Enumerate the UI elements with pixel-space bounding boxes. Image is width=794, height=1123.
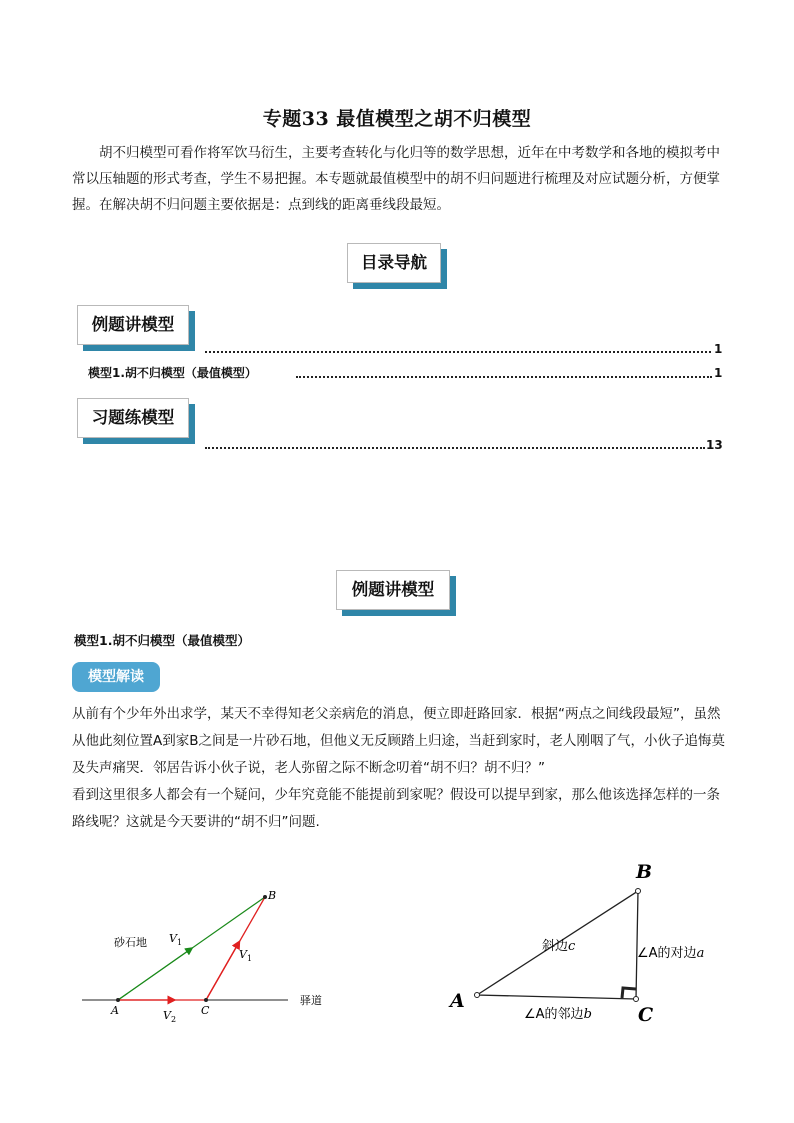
toc-heading: 目录导航 [347,243,441,283]
label-A: A [450,990,465,1012]
sand-label: 砂石地 [114,936,147,949]
point-A [475,993,480,998]
label-C: C [638,1004,654,1026]
toc-dot-leader [296,376,712,378]
label-A: A [111,1004,119,1017]
intro-paragraph [72,140,732,218]
toc-example-heading[interactable]: 例题讲模型 [77,305,189,345]
toc-exercise-heading[interactable]: 习题练模型 [77,398,189,438]
v1-label-green: $V_1$ [169,932,183,947]
toc-model-page[interactable]: 1 [714,366,723,380]
model-badge: 模型解读 [72,662,160,692]
toc-dot-leader [205,351,711,353]
story-block [72,701,732,836]
point-C [634,997,639,1002]
story-paragraph-2: 看到这里很多人都会有一个疑问，少年究竟能不能提前到家呢？假设可以提早到家，那么他该选择怎样的一条路线呢？这就是今天要讲的“胡不归”问题. [72,787,720,830]
toc-exercise-page[interactable]: 13 [706,438,723,452]
story-paragraph-1: 从前有个少年外出求学，某天不幸得知老父亲病危的消息，便立即赶路回家．根据“两点之间线段最短”，虽然从他此刻位置A到家B之间是一片砂石地，但他义无反顾踏上归途，当赶到家时，老人刚咽了气，小伙子追悔莫及失声痛哭．邻居告诉小伙子说，老人弥留之际不断念叨着“胡不归？胡不归？” [72,706,725,776]
label-B: B [268,889,277,902]
toc-model-entry[interactable]: 模型1.胡不归模型（最值模型） [88,366,257,380]
hypotenuse-label: 斜边c [542,939,576,954]
point-B [636,889,641,894]
label-C: C [201,1004,210,1017]
point-B [263,895,267,899]
adjacent-label: ∠A的邻边b [524,1007,592,1022]
opposite-label: ∠A的对边a [637,946,705,961]
point-A [116,998,120,1002]
v1-label-red: $V_1$ [239,948,253,963]
section-heading: 例题讲模型 [336,570,450,610]
toc-dot-leader [205,447,705,449]
intro-text: 胡不归模型可看作将军饮马衍生，主要考查转化与化归等的数学思想，近年在中考数学和各地的模拟考中常以压轴题的形式考查，学生不易把握。本专题就最值模型中的胡不归问题进行梳理及对应试题分析，方便掌握。在解决胡不归问题主要依据是：点到线的距离垂线段最短。 [72,145,720,213]
label-B: B [636,861,653,883]
point-C [204,998,208,1002]
v1-arrow-green [118,950,190,1001]
hubugui-diagram [70,880,350,1030]
toc-example-page[interactable]: 1 [714,342,723,356]
road-label: 驿道 [300,994,322,1007]
right-triangle-diagram [440,850,740,1035]
right-angle-mark [622,988,636,998]
v1-arrow-red [206,944,238,1000]
v2-label: $V_2$ [163,1009,177,1024]
page-title: 专题33 最值模型之胡不归模型 [262,108,532,130]
model-title: 模型1.胡不归模型（最值模型） [74,633,250,648]
